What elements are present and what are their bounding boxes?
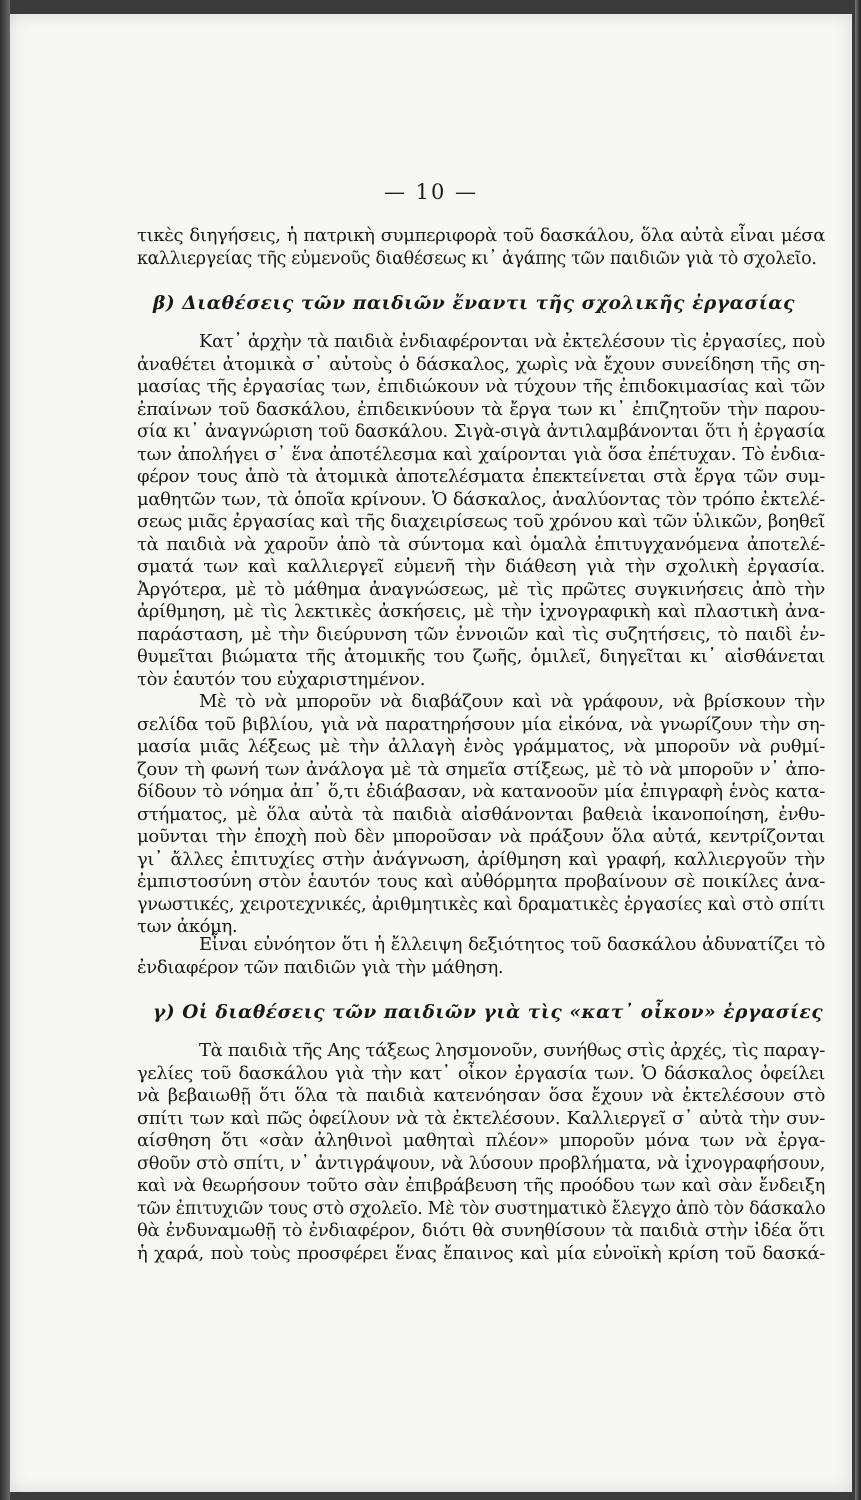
text-line: θὰ ἐνδυναμωθῇ τὸ ἐνδιαφέρον, διότι θὰ συνηθίσουν τὰ παιδιὰ στὴν ἰδέα ὅτι [137, 1220, 825, 1241]
text-line: τικὲς διηγήσεις, ἡ πατρικὴ συμπεριφορὰ τοῦ δασκάλου, ὅλα αὐτὰ εἶναι μέσα [137, 225, 825, 246]
text-line: ζουν τὴ φωνή των ἀνάλογα μὲ τὰ σημεῖα στίξεως, μὲ τὸ νὰ μποροῦν ν᾽ ἀπο- [137, 758, 825, 780]
text-line: μασία μιᾶς λέξεως μὲ τὴν ἀλλαγὴ ἑνὸς γράμματος, νὰ μποροῦν νὰ ρυθμί- [137, 736, 825, 757]
text-line: Τὰ παιδιὰ τῆς Αης τάξεως λησμονοῦν, συνήθως στὶς ἀρχές, τὶς παραγ- [199, 1040, 825, 1061]
text-line: ἡ χαρά, ποὺ τοὺς προσφέρει ἕνας ἔπαινος καὶ μία εὐνοϊκὴ κρίση τοῦ δασκά- [137, 1242, 825, 1264]
text-line: σία κι᾽ ἀναγνώριση τοῦ δασκάλου. Σιγὰ-σιγὰ ἀντιλαμβάνονται ὅτι ἡ ἐργασία [137, 422, 825, 442]
text-line: Μὲ τὸ νὰ μποροῦν νὰ διαβάζουν καὶ νὰ γράφουν, νὰ βρίσκουν τὴν [199, 691, 825, 712]
scan-edge-right [855, 0, 861, 1500]
text-line: αίσθηση ὅτι «σὰν ἀληθινοὶ μαθηταὶ πλέον» μποροῦν μόνα των νὰ ἐργα- [137, 1130, 825, 1151]
section-heading-b: β) Διαθέσεις τῶν παιδιῶν ἔναντι τῆς σχολικῆς ἐργασίας [153, 293, 795, 314]
text-line: θυμεῖται βιώματα τῆς ἀτομικῆς του ζωῆς, ὁμιλεῖ, διηγεῖται κι᾽ αἰσθάνεται [137, 646, 825, 667]
paragraph-homework [137, 1040, 825, 1265]
text-line: σθοῦν στὸ σπίτι, ν᾽ ἀντιγράψουν, νὰ λύσουν προβλήματα, νὰ ἰχνογραφήσουν, [137, 1153, 825, 1174]
text-line: των ἀκόμη. [137, 916, 238, 937]
text-line: ἐνδιαφέρον τῶν παιδιῶν γιὰ τὴν μάθηση. [137, 956, 504, 978]
text-line: μαθητῶν των, τὰ ὁποῖα κρίνουν. Ὁ δάσκαλος, ἀναλύοντας τὸν τρόπο ἐκτελέ- [137, 488, 825, 510]
text-line: νὰ βεβαιωθῇ ὅτι ὅλα τὰ παιδιὰ κατενόησαν ὅσα ἔχουν νὰ ἐκτελέσουν στὸ [137, 1085, 825, 1106]
text-line: σματά των καὶ καλλιεργεῖ εὐμενῆ τὴν διάθεση γιὰ τὴν σχολικὴ ἐργασία. [137, 556, 825, 577]
text-line: τῶν ἐπιτυχιῶν τους στὸ σχολεῖο. Μὲ τὸν συστηματικὸ ἔλεγχο ἀπὸ τὸν δάσκαλο [137, 1198, 826, 1219]
text-line: ἐπαίνων τοῦ δασκάλου, ἐπιδεικνύουν τὰ ἔργα των κι᾽ ἐπιζητοῦν τὴν παρου- [137, 398, 825, 420]
text-line: ἐμπιστοσύνη στὸν ἑαυτόν τους καὶ αὐθόρμητα προβαίνουν σὲ ποικίλες ἀνα- [137, 871, 825, 892]
text-line: ἀναθέτει ἀτομικὰ σ᾽ αὐτοὺς ὁ δάσκαλος, χωρὶς νὰ ἔχουν συνείδηση τῆς ση- [137, 353, 825, 375]
text-line: σπίτι των καὶ πῶς ὀφείλουν νὰ τὰ ἐκτελέσουν. Καλλιεργεῖ σ᾽ αὐτὰ τὴν συν- [137, 1107, 825, 1129]
text-line: Εἶναι εὐνόητον ὅτι ἡ ἔλλειψη δεξιότητος τοῦ δασκάλου ἀδυνατίζει τὸ [199, 934, 825, 955]
scanned-page [10, 14, 852, 1492]
text-line: γνωστικές, χειροτεχνικές, ἀριθμητικὲς καὶ δραματικὲς ἐργασίες καὶ στὸ σπίτι [137, 894, 825, 915]
text-line: στήματος, μὲ ὅλα αὐτὰ τὰ παιδιὰ αἰσθάνονται βαθειὰ ἱκανοποίηση, ἐνθυ- [137, 803, 825, 825]
text-line: ἀρίθμηση, μὲ τὶς λεκτικὲς ἀσκήσεις, μὲ τὴν ἰχνογραφικὴ καὶ πλαστικὴ ἀνα- [137, 601, 825, 622]
text-line: τὸν ἑαυτόν του εὐχαριστημένον. [137, 668, 426, 690]
text-line: καλλιεργείας τῆς εὐμενοῦς διαθέσεως κι᾽ ἀγάπης τῶν παιδιῶν γιὰ τὸ σχολεῖο. [137, 248, 817, 269]
text-line: γι᾽ ἄλλες ἐπιτυχίες στὴν ἀνάγνωση, ἀρίθμηση καὶ γραφή, καλλιεργοῦν τὴν [137, 848, 825, 870]
paragraph-attitudes-school-work [137, 331, 825, 691]
text-line: Ἀργότερα, μὲ τὸ μάθημα ἀναγνώσεως, μὲ τὶς πρῶτες συγκινήσεις ἀπὸ τὴν [137, 578, 825, 600]
text-line: σελίδα τοῦ βιβλίου, γιὰ νὰ παρατηρήσουν μία εἰκόνα, νὰ γνωρίζουν τὴν ση- [137, 713, 825, 735]
text-line: μοῦνται τὴν ἐποχὴ ποὺ δὲν μποροῦσαν νὰ πράξουν ὅλα αὐτά, κεντρίζονται [137, 826, 825, 847]
page-number: — 10 — [383, 180, 479, 204]
text-line: καὶ νὰ θεωρήσουν τοῦτο σὰν ἐπιβράβευση τῆς προόδου των καὶ σὰν ἔνδειξη [137, 1175, 825, 1196]
text-line: σεως μιᾶς ἐργασίας καὶ τῆς διαχειρίσεως τοῦ χρόνου καὶ τῶν ὑλικῶν, βοηθεῖ [137, 511, 825, 532]
paragraph-teacher-skill [137, 934, 825, 979]
text-line: παράσταση, μὲ τὴν διεύρυνση τῶν ἐννοιῶν καὶ τὶς συζητήσεις, τὸ παιδὶ ἐν- [137, 623, 825, 645]
text-line: δίδουν τὸ νόημα ἀπ᾽ ὅ,τι ἐδιάβασαν, νὰ κατανοοῦν μία ἐπιγραφὴ ἑνὸς κατα- [137, 781, 825, 802]
text-line: των ἀπολήγει σ᾽ ἕνα ἀποτέλεσμα καὶ χαίρονται γιὰ ὅσα ἐπέτυχαν. Τὸ ἐνδια- [137, 443, 825, 465]
text-line: τὰ παιδιὰ νὰ χαροῦν ἀπὸ τὰ σύντομα καὶ ὁμαλὰ ἐπιτυγχανόμενα ἀποτελέ- [137, 533, 825, 555]
paragraph-continuation [137, 225, 825, 270]
text-line: μασίας τῆς ἐργασίας των, ἐπιδιώκουν νὰ τύχουν τῆς ἐπιδοκιμασίας καὶ τῶν [137, 376, 825, 397]
text-line: φέρον τους ἀπὸ τὰ ἀτομικὰ ἀποτελέσματα ἐπεκτείνεται στὰ ἔργα τῶν συμ- [137, 466, 825, 487]
scan-edge-left [0, 0, 10, 1500]
paragraph-reading-writing [137, 691, 825, 939]
text-line: γελίες τοῦ δασκάλου γιὰ τὴν κατ᾽ οἶκον ἐργασία των. Ὁ δάσκαλος ὀφείλει [137, 1062, 825, 1084]
text-line: Κατ᾽ ἀρχὴν τὰ παιδιὰ ἐνδιαφέρονται νὰ ἐκτελέσουν τὶς ἐργασίες, ποὺ [199, 331, 825, 352]
section-heading-c: γ) Οἱ διαθέσεις τῶν παιδιῶν γιὰ τὶς «κατ᾽ οἶκον» ἐργασίες [153, 1002, 824, 1023]
